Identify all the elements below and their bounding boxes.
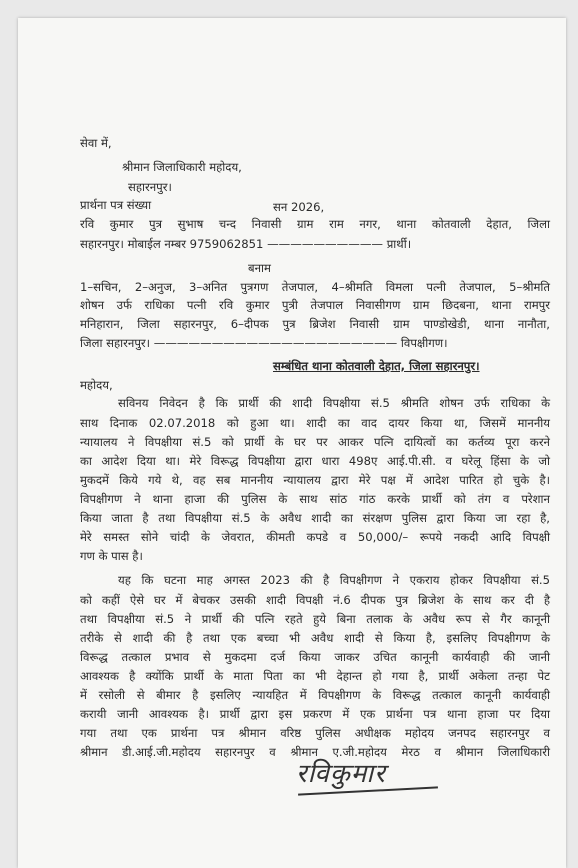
body-line: विपक्षीगण ने थाना हाजा की पुलिस के साथ सांठ गांठ करके प्रार्थी को तंग व परेशान — [80, 492, 550, 506]
body-line: श्रीमान डी.आई.जी.महोदय सहारनपुर व श्रीमान ए.जी.महोदय मेरठ व श्रीमान जिलाधिकारी — [80, 745, 550, 759]
versus: बनाम — [248, 261, 271, 275]
body-line: मुकदमें किये गये थे, वह सब माननीय न्यायालय द्वारा मेरे पक्ष में आदेश पारित हो चुके है। — [80, 473, 550, 487]
application-year: सन 2026, — [273, 200, 325, 214]
body-line: को कहीं ऐसे घर में बेचकर उसकी शादी विपक्षी नं.6 दीपक पुत्र ब्रिजेश के साथ कर दी है — [80, 593, 550, 607]
body-line: का आदेश दिया था। मेरे विरूद्ध विपक्षीया द्वारा धारा 498ए आई.पी.सी. व घरेलू हिंसा के जो — [80, 454, 550, 468]
subject-line: सम्बंधित थाना कोतवाली देहात, जिला सहारनपुर। — [273, 359, 480, 373]
body-line: न्यायालय ने विपक्षीया सं.5 को प्रार्थी के घर पर आकर पत्नि दायित्वों का कर्तव्य पूरा करने — [80, 435, 550, 449]
handwritten-signature: रविकुमार — [296, 759, 386, 789]
applicant-line-1: रवि कुमार पुत्र सुभाष चन्द निवासी ग्राम राम नगर, थाना कोतवाली देहात, जिला — [80, 217, 550, 231]
body-line: में रसोली से बीमार है इसलिए न्यायहित में विपक्षीगण के विरूद्ध तत्काल कानूनी कार्यवाही — [80, 688, 550, 702]
respondent-line: शोषन उर्फ राधिका पत्नी रवि कुमार पुत्री तेजपाल निवासीगण ग्राम छिदबना, थाना रामपुर — [80, 298, 550, 312]
body-line: गया तथा एक प्रार्थना पत्र श्रीमान वरिष्ठ पुलिस अधीक्षक महोदय जनपद सहारनपुर व — [80, 726, 550, 740]
body-line: साथ दिनाक 02.07.2018 को हुआ था। शादी का वाद दायर किया था, जिसमें माननीय — [80, 416, 550, 430]
body-line: मेरे समस्त सोने चांदी के जेवरात, कीमती कपडे व 50,000/– रूपये नकदी आदि विपक्षी — [80, 530, 550, 544]
body-line: विरूद्ध तत्काल प्रभाव से मुकदमा दर्ज किया जाकर उचित कानूनी कार्यवाही की जानी — [80, 650, 550, 664]
body-line: किया जाता है तथा विपक्षीया सं.5 के अवैध शादी का संरक्षण पुलिस द्वारा किया जा रहा है, — [80, 511, 550, 525]
addressee: श्रीमान जिलाधिकारी महोदय, — [122, 160, 242, 174]
body-line: गण के पास है। — [80, 549, 143, 563]
respondent-line: जिला सहारनपुर। ————————————————————— विपक्षीगण। — [80, 336, 448, 350]
respondent-line: 1–सचिन, 2–अनुज, 3–अनित पुत्रगण तेजपाल, 4–श्रीमति विमला पत्नी तेजपाल, 5–श्रीमति — [80, 280, 550, 294]
body-line: करायी जानी आवश्यक है। प्रार्थी द्वारा इस प्रकरण में एक प्रार्थना पत्र थाना हाजा पर दिया — [80, 707, 550, 721]
body-line: तरीके से शादी की है तथा एक बच्चा भी अवैध शादी से किया है, इसलिए विपक्षीगण के — [80, 631, 550, 645]
addressee-city: सहारनपुर। — [128, 180, 172, 194]
document-page — [18, 18, 566, 868]
body-line: आवश्यक है क्योंकि प्रार्थी के माता पिता का भी देहान्त हो गया है, प्रार्थी अकेला तन्हा पेट — [80, 669, 550, 683]
salutation: सेवा में, — [80, 136, 112, 150]
body-line: यह कि घटना माह अगस्त 2023 की है विपक्षीगण ने एकराय होकर विपक्षीया सं.5 — [118, 573, 550, 587]
applicant-line-2: सहारनपुर। मोबाईल नम्बर 9759062851 —————————— प्रार्थी। — [80, 237, 412, 251]
respondent-line: मनिहारान, जिला सहारनपुर, 6–दीपक पुत्र ब्रिजेश निवासी ग्राम पाण्डोखेडी, थाना नानौता, — [80, 317, 550, 331]
greeting: महोदय, — [80, 378, 113, 392]
application-number-label: प्रार्थना पत्र संख्या — [80, 198, 152, 212]
body-line: सविनय निवेदन है कि प्रार्थी की शादी विपक्षीया सं.5 श्रीमति शोषन उर्फ राधिका के — [118, 396, 550, 410]
body-line: तथा विपक्षीया सं.5 ने प्रार्थी की पत्नि रहते हुये बिना तलाक के अवैध रूप से गैर कानूनी — [80, 612, 550, 626]
